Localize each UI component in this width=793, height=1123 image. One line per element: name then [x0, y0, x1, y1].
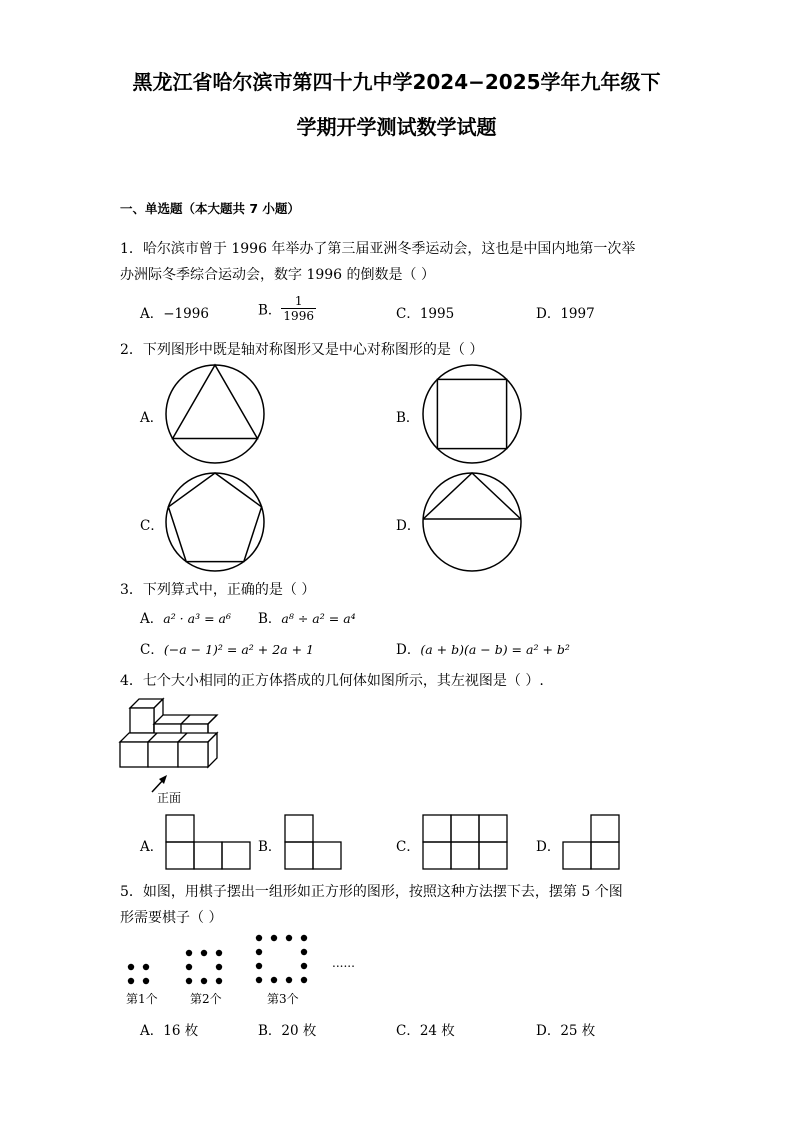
circle-with-pentagon-figure: [165, 472, 267, 574]
q2-option-b: B．: [396, 410, 420, 426]
fraction-numerator: 1: [281, 294, 316, 309]
fig1-label: 第1个: [126, 992, 158, 1006]
q4-text: 4．七个大小相同的正方体搭成的几何体如图所示，其左视图是（ ）.: [120, 673, 544, 689]
dot-pattern-figures: [126, 932, 326, 988]
section-heading: 一、单选题（本大题共 7 小题）: [120, 201, 300, 216]
q4-option-c-view: [422, 814, 508, 870]
q3-option-d-label: D．: [396, 642, 421, 658]
cube-stack-figure: [118, 694, 223, 774]
q4-option-a: A．: [140, 839, 164, 855]
circle-with-square-figure: [422, 364, 524, 466]
q2-option-c: C．: [140, 518, 164, 534]
fraction-denominator: 1996: [283, 309, 314, 323]
q3-option-c-expression: (−a − 1)² = a² + 2a + 1: [163, 642, 314, 657]
q1-option-b: [258, 294, 316, 323]
q3-option-a-expression: a² · a³ = a⁶: [163, 611, 231, 626]
q3-option-b-expression: a⁸ ÷ a² = a⁴: [281, 611, 356, 626]
q1-line-2: 办洲际冬季综合运动会，数字 1996 的倒数是（ ）: [120, 267, 435, 283]
q5-option-a: A．16 枚: [140, 1023, 199, 1039]
circle-with-triangle-figure: [165, 364, 267, 466]
q1-option-b-label: B．: [258, 302, 282, 319]
q3-option-a: [140, 607, 231, 627]
q3-text: 3．下列算式中，正确的是（ ）: [120, 582, 316, 598]
q1-line-1: 1．哈尔滨市曾于 1996 年举办了第三届亚洲冬季运动会，这也是中国内地第一次举: [120, 241, 636, 257]
q4-option-b-view: [284, 814, 342, 870]
q2-text: 2．下列图形中既是轴对称图形又是中心对称图形的是（ ）: [120, 342, 484, 358]
q3-option-c: [140, 638, 314, 658]
q3-option-c-label: C．: [140, 642, 164, 658]
q2-option-a: A．: [140, 410, 164, 426]
q4-option-c: C．: [396, 839, 420, 855]
q5-option-d: D．25 枚: [536, 1023, 596, 1039]
q3-option-a-label: A．: [140, 611, 164, 627]
front-label: 正面: [157, 791, 182, 805]
title-line-1: 黑龙江省哈尔滨市第四十九中学2024−2025学年九年级下: [132, 70, 661, 94]
q1-option-b-fraction: [281, 294, 316, 323]
q1-option-a: A．−1996: [140, 306, 209, 322]
ellipsis: ......: [332, 956, 355, 970]
q3-option-b-label: B．: [258, 611, 282, 627]
q3-option-b: [258, 607, 356, 627]
fig2-label: 第2个: [190, 992, 222, 1006]
q3-option-d-expression: (a + b)(a − b) = a² + b²: [420, 642, 570, 657]
q4-option-d-view: [562, 814, 620, 870]
q4-option-d: D．: [536, 839, 561, 855]
q1-option-c: C．1995: [396, 306, 455, 322]
q5-option-c: C．24 枚: [396, 1023, 455, 1039]
q3-option-d: [396, 638, 570, 658]
q5-line-1: 5．如图，用棋子摆出一组形如正方形的图形，按照这种方法摆下去，摆第 5 个图: [120, 884, 623, 900]
q2-option-d: D．: [396, 518, 421, 534]
q1-option-d: D．1997: [536, 306, 595, 322]
q4-option-a-view: [165, 814, 251, 870]
q4-option-b: B．: [258, 839, 282, 855]
fig3-label: 第3个: [267, 992, 299, 1006]
circle-with-chord-triangle-figure: [422, 472, 524, 574]
q5-option-b: B．20 枚: [258, 1023, 317, 1039]
title-line-2: 学期开学测试数学试题: [296, 115, 497, 139]
q5-line-2: 形需要棋子（ ）: [120, 910, 223, 926]
